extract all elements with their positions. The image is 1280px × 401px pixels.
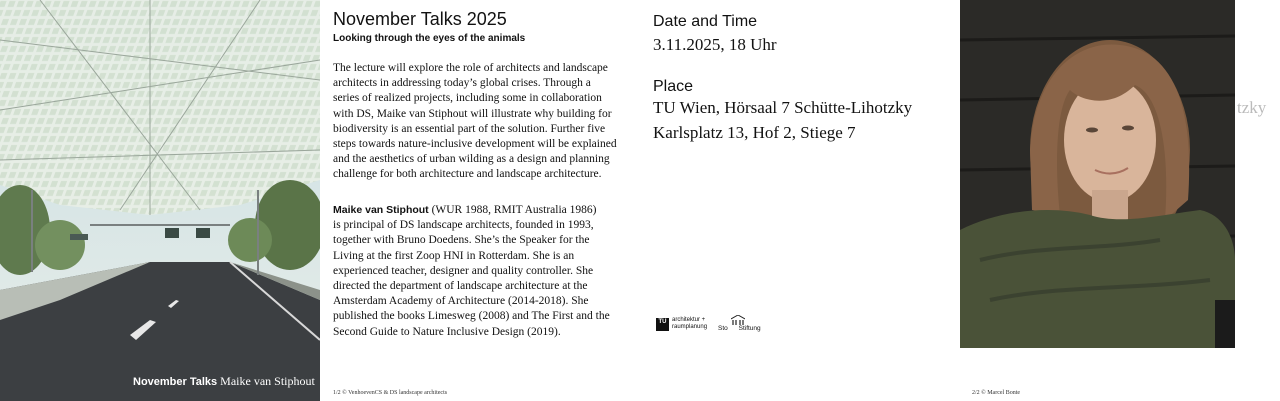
image-credit-left: 1/2 © VenhoevenCS & DS landscape architects (333, 390, 448, 396)
speaker-portrait-photo (960, 0, 1235, 348)
bio-line: Second Guide to Nature Inclusive Design (2019). (333, 325, 561, 338)
bio-speaker-name: Maike van Stiphout (333, 204, 429, 216)
date-label: Date and Time (653, 13, 758, 30)
place-label: Place (653, 78, 694, 95)
architecture-rendering-photo (0, 0, 320, 401)
lecture-line: and the aesthetics of urban wilding as a design and planning (333, 153, 610, 166)
bio-line: published the books Limesweg (2008) and The First and the (333, 310, 610, 323)
photo-caption (133, 374, 315, 389)
tu-faculty-line: architektur + (672, 317, 706, 323)
tu-wien-logo-icon: TU (656, 318, 669, 331)
bio-line: together with Bruno Doedens. She’s the Speaker for the (333, 234, 590, 247)
lecture-line: biodiversity is an essential part of the solution. Further five (333, 122, 606, 135)
bio-line: is principal of DS landscape architects, founded in 1993, (333, 219, 594, 232)
lecture-line: challenge for both architecture and landscape architecture. (333, 168, 602, 181)
bio-line: (WUR 1988, RMIT Australia 1986) (428, 204, 597, 216)
lecture-line: steps towards nature-inclusive development will be explained (333, 138, 617, 151)
place-overflow-fragment: tzky (1237, 98, 1267, 117)
sto-stiftung-logo-text (718, 325, 761, 332)
page-subtitle: Looking through the eyes of the animals (333, 33, 526, 44)
bio-line: Living at the first Zoop HNI in Rotterdam. She is an (333, 249, 575, 262)
place-line-1: TU Wien, Hörsaal 7 Schütte-Lihotzky (653, 98, 913, 117)
stiftung-text: Stiftung (738, 325, 761, 332)
lecture-line: series of realized projects, including some in collaboration (333, 92, 602, 105)
bio-line: directed the department of landscape architecture at the (333, 280, 588, 293)
page-title: November Talks 2025 (333, 9, 507, 29)
lecture-line: with DS, Maike van Stiphout will illustrate why building for (333, 107, 612, 120)
bio-line: Amsterdam Academy of Architecture (2014-2018). She (333, 295, 589, 308)
lecture-line: The lecture will explore the role of architects and landscape (333, 62, 608, 74)
caption-speaker: Maike van Stiphout (220, 374, 315, 388)
caption-series: November Talks (133, 376, 218, 388)
bio-line: experienced teacher, designer and quality controller. She (333, 264, 594, 277)
lecture-line: architects in addressing today’s global crises. Through a (333, 77, 591, 90)
sto-text: Sto (718, 325, 728, 332)
lecture-description (333, 61, 625, 183)
tu-faculty-logo-text (672, 317, 716, 331)
speaker-bio (333, 203, 625, 340)
sto-stiftung-logo-icon (731, 315, 745, 325)
tu-faculty-line: raumplanung (672, 324, 708, 330)
date-value: 3.11.2025, 18 Uhr (653, 35, 777, 54)
place-line-2: Karlsplatz 13, Hof 2, Stiege 7 (653, 123, 856, 142)
image-credit-right: 2/2 © Marcel Bonte (972, 390, 1021, 396)
